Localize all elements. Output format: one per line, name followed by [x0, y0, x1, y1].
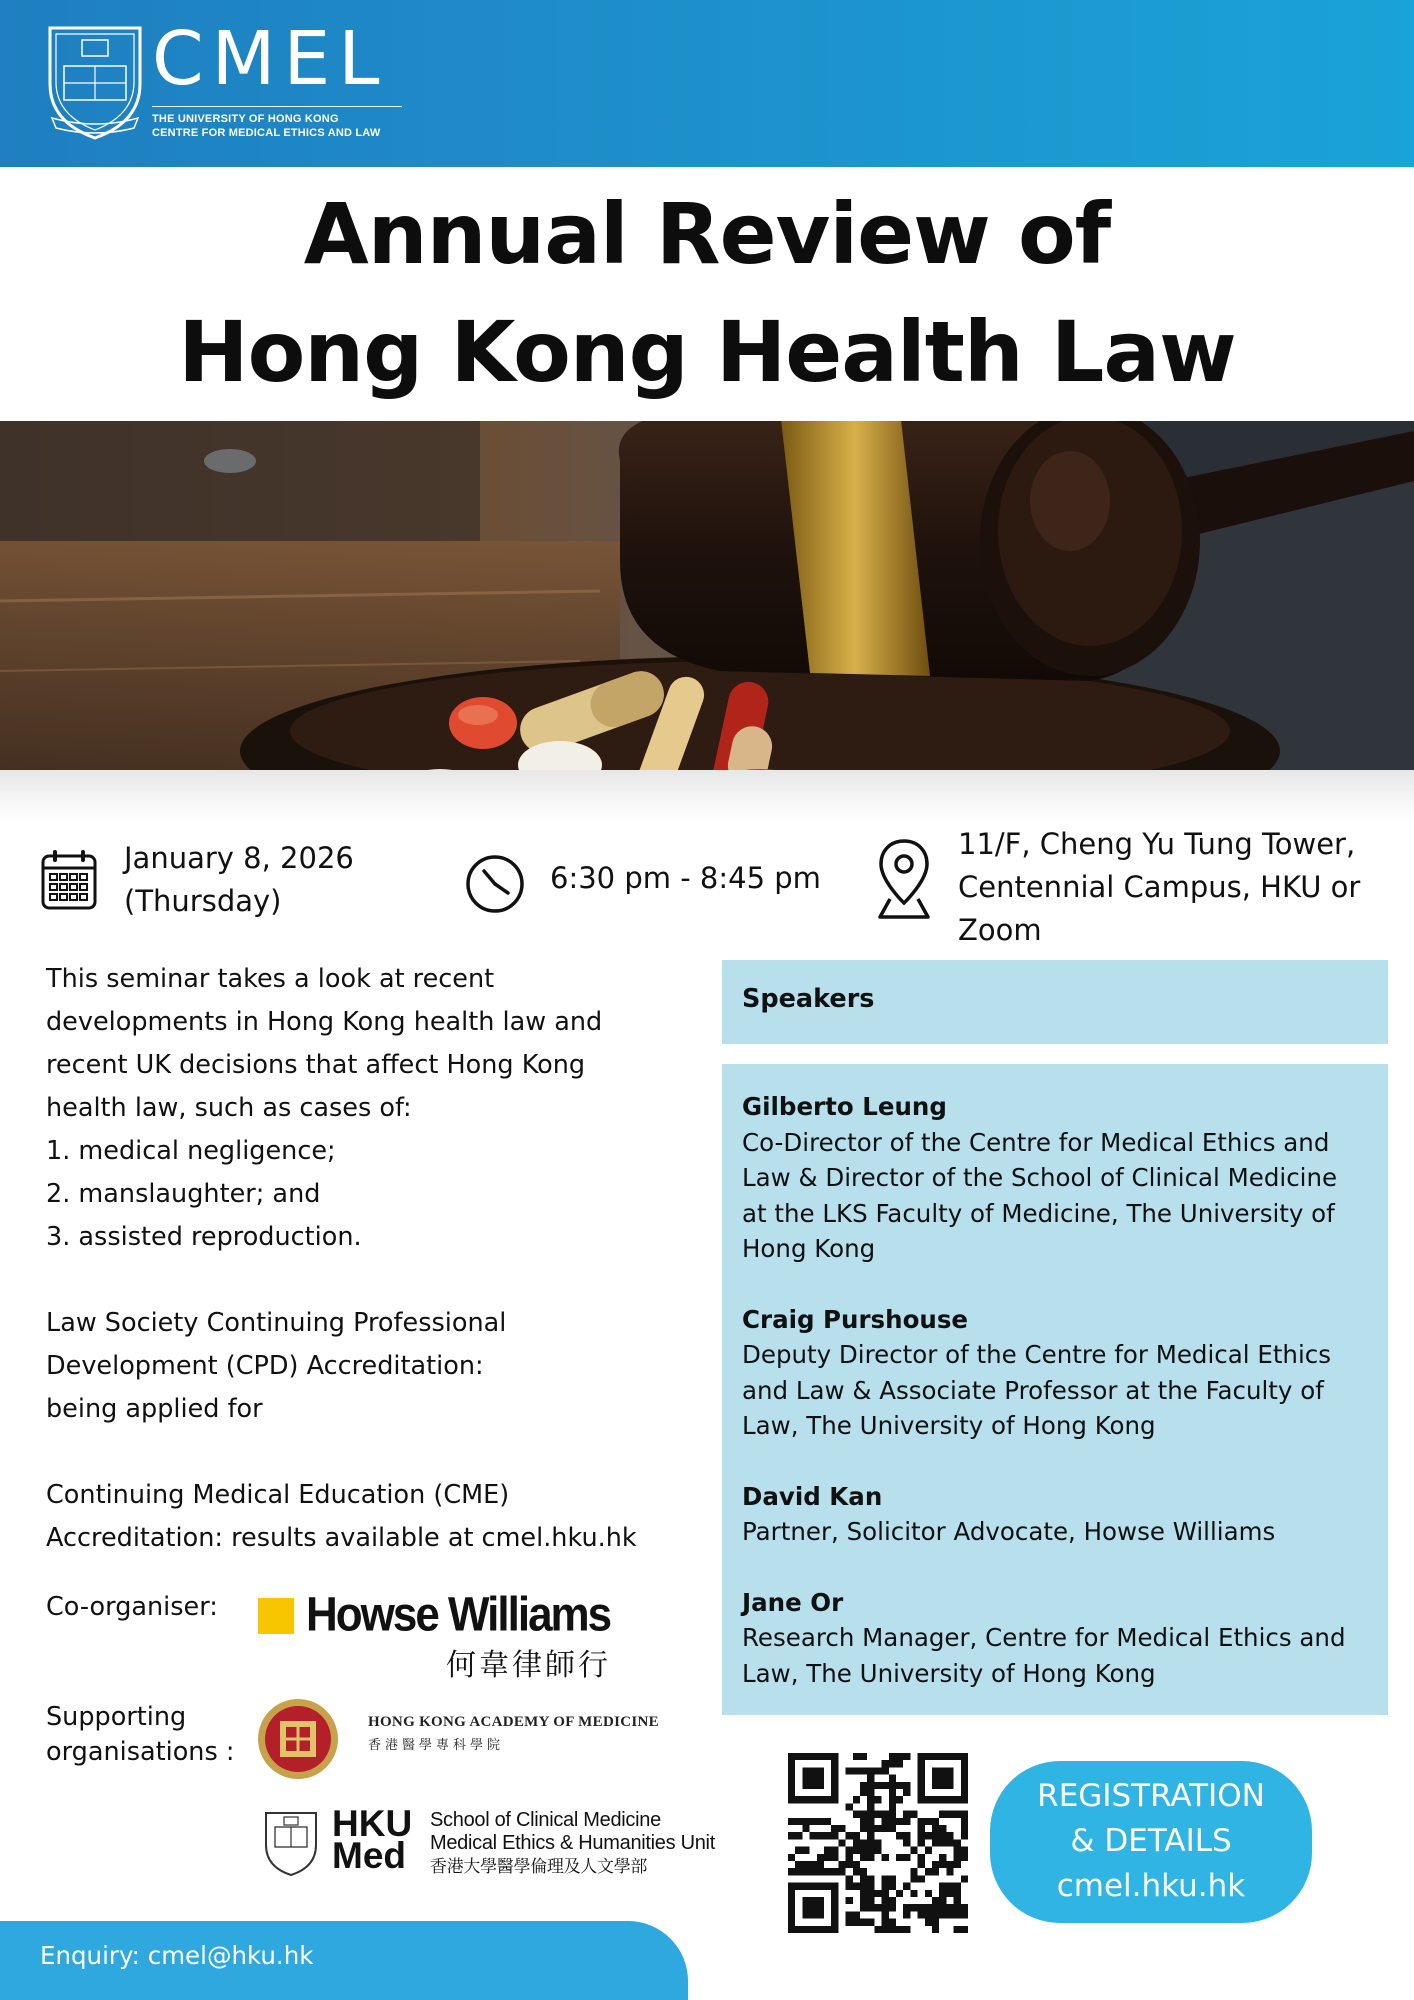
speaker-item: [742, 1479, 1368, 1550]
hku-med-logo: [332, 1803, 413, 1876]
speaker-name: David Kan: [742, 1481, 883, 1511]
photo-fade: [0, 770, 1414, 820]
description-item-2: 2. manslaughter; and: [46, 1179, 321, 1209]
speaker-item: [742, 1089, 1368, 1267]
title-line1: Annual Review of: [303, 185, 1111, 283]
hku-unit-line2: Medical Ethics & Humanities Unit: [430, 1832, 715, 1854]
cme-accreditation: Continuing Medical Education (CME) Accreditation: results available at cmel.hku.hk: [46, 1480, 637, 1553]
description-item-1: 1. medical negligence;: [46, 1136, 336, 1166]
speakers-heading: Speakers: [742, 984, 875, 1014]
cpd-accreditation: Law Society Continuing Professional Development (CPD) Accreditation: being applied for: [46, 1308, 507, 1424]
speaker-role: Co-Director of the Centre for Medical Ethics and Law & Director of the School of Clinical Medicine at the LKS Faculty of Medicine, The University of Hong Kong: [742, 1127, 1338, 1263]
speaker-name: Craig Purshouse: [742, 1304, 969, 1334]
brand-subtitle-line2: CENTRE FOR MEDICAL ETHICS AND LAW: [152, 127, 381, 139]
speakers-heading-panel: [722, 960, 1388, 1044]
brand-name: CMEL: [152, 16, 388, 102]
speaker-item: [742, 1302, 1368, 1444]
speaker-role: Research Manager, Centre for Medical Ethics and Law, The University of Hong Kong: [742, 1623, 1346, 1688]
cta-line1: REGISTRATION: [1037, 1778, 1265, 1814]
event-time: 6:30 pm - 8:45 pm: [550, 861, 821, 895]
event-date-line1: January 8, 2026: [124, 841, 354, 875]
registration-qr-code[interactable]: [788, 1753, 968, 1933]
cta-line3: cmel.hku.hk: [1056, 1868, 1246, 1904]
hkam-chinese-name: 香港醫學專科學院: [368, 1738, 505, 1753]
howse-williams-chinese-name: 何韋律師行: [446, 1648, 611, 1683]
calendar-icon: [40, 848, 98, 912]
title-line2: Hong Kong Health Law: [178, 303, 1236, 401]
speakers-list-panel: [722, 1064, 1388, 1715]
supporting-label-line2: organisations :: [46, 1737, 235, 1767]
hku-crest-small-logo: [262, 1809, 320, 1877]
header-band: [0, 0, 1414, 167]
hku-med-line1: HKU: [332, 1803, 413, 1844]
howse-williams-logo-text: Howse Williams: [306, 1587, 611, 1642]
supporting-label-line1: Supporting: [46, 1702, 187, 1732]
howse-williams-logo-mark: [258, 1598, 294, 1634]
cta-line2: & DETAILS: [1070, 1823, 1232, 1859]
hkam-name: HONG KONG ACADEMY OF MEDICINE: [368, 1714, 659, 1730]
spacer: [46, 1431, 686, 1474]
hku-unit-line3: 香港大學醫學倫理及人文學部: [430, 1857, 648, 1876]
description-item-3: 3. assisted reproduction.: [46, 1222, 362, 1252]
enquiry-email[interactable]: Enquiry: cmel@hku.hk: [40, 1941, 314, 1970]
speaker-role: Deputy Director of the Centre for Medical Ethics and Law & Associate Professor at the Faculty of Law, The University of Hong Kong: [742, 1340, 1332, 1440]
hku-med-line2: Med: [332, 1835, 406, 1876]
hero-photo-gavel-pills: [0, 421, 1414, 791]
hkam-seal-logo: [256, 1697, 340, 1781]
enquiry-footer: [0, 1921, 688, 2000]
clock-icon: [464, 853, 526, 915]
event-venue-line2: Centennial Campus, HKU or: [958, 870, 1361, 904]
brand-divider: [152, 106, 402, 107]
seminar-description: [46, 958, 686, 1560]
speaker-item: [742, 1585, 1368, 1692]
cmel-wordmark: [152, 16, 402, 140]
hku-unit-name: [430, 1809, 715, 1878]
speaker-name: Gilberto Leung: [742, 1092, 947, 1121]
registration-details-button[interactable]: [990, 1761, 1312, 1923]
event-date: [124, 837, 354, 923]
event-venue-line1: 11/F, Cheng Yu Tung Tower,: [958, 827, 1356, 861]
speaker-role: Partner, Solicitor Advocate, Howse Williams: [742, 1517, 1276, 1546]
hku-crest-logo: [42, 22, 148, 142]
hku-unit-line1: School of Clinical Medicine: [430, 1809, 661, 1831]
co-organiser-label: Co-organiser:: [46, 1592, 218, 1622]
spacer: [46, 1259, 686, 1302]
event-venue: [958, 823, 1360, 952]
location-pin-icon: [876, 837, 932, 921]
page-title: [0, 175, 1414, 411]
supporting-organisations-label: [46, 1700, 234, 1770]
event-date-line2: (Thursday): [124, 884, 282, 918]
event-venue-line3: Zoom: [958, 913, 1042, 947]
brand-subtitle: [152, 112, 402, 140]
description-intro: This seminar takes a look at recent developments in Hong Kong health law and recent UK decisions that affect Hong Kong health law, such as cases of:: [46, 964, 603, 1123]
speaker-name: Jane Or: [742, 1587, 844, 1617]
brand-subtitle-line1: THE UNIVERSITY OF HONG KONG: [152, 113, 339, 125]
